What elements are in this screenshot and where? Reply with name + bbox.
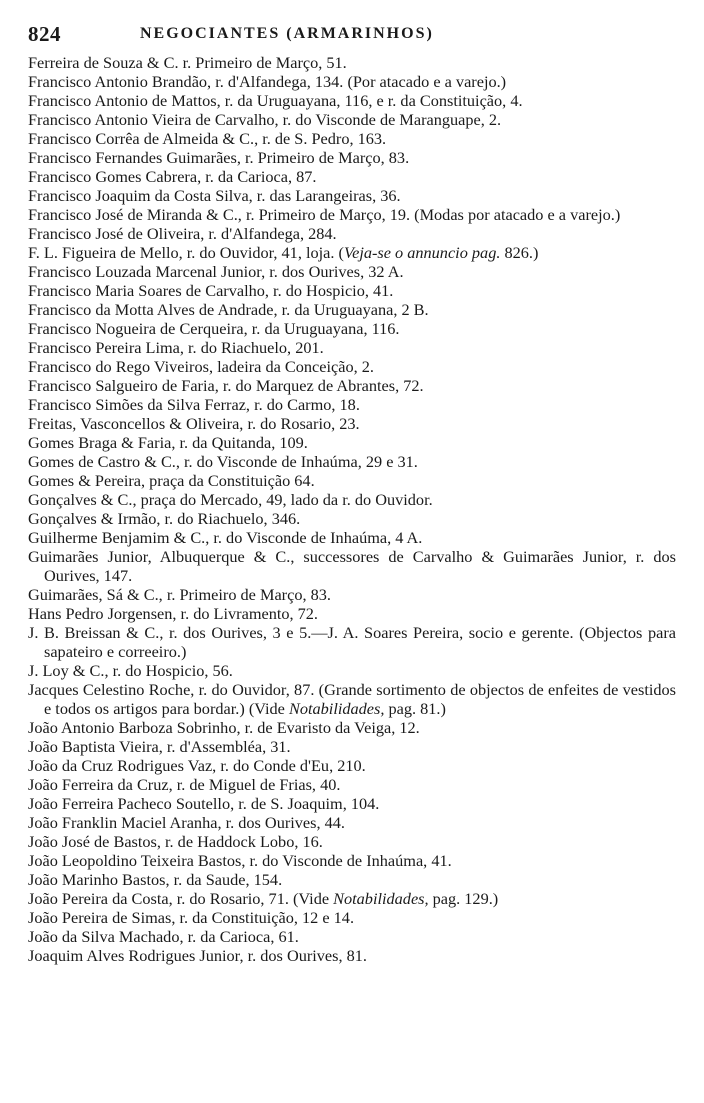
entry-text: Francisco Maria Soares de Carvalho, r. do Hospicio, 41. — [28, 281, 394, 300]
entry-text: Francisco Corrêa de Almeida & C., r. de S. Pedro, 163. — [28, 129, 387, 148]
entry-text: Gonçalves & Irmão, r. do Riachuelo, 346. — [28, 509, 301, 528]
entry-text: Joaquim Alves Rodrigues Junior, r. dos Ourives, 81. — [28, 946, 367, 965]
merchant-entry — [28, 623, 676, 661]
merchant-entry — [28, 585, 676, 604]
merchant-entry — [28, 604, 676, 623]
merchant-entry — [28, 243, 676, 262]
merchant-entry — [28, 832, 676, 851]
entry-text: Guimarães, Sá & C., r. Primeiro de Março, 83. — [28, 585, 331, 604]
entry-text: João da Cruz Rodrigues Vaz, r. do Conde d'Eu, 210. — [28, 756, 366, 775]
merchant-entry — [28, 319, 676, 338]
entry-text: pag. 129.) — [428, 889, 499, 908]
entry-text: Ferreira de Souza & C. r. Primeiro de Março, 51. — [28, 53, 347, 72]
merchant-entry — [28, 471, 676, 490]
entry-text: Guilherme Benjamim & C., r. do Visconde de Inhaúma, 4 A. — [28, 528, 423, 547]
merchant-entry — [28, 946, 676, 965]
entry-text: Francisco Pereira Lima, r. do Riachuelo, 201. — [28, 338, 324, 357]
entry-text: Gomes Braga & Faria, r. da Quitanda, 109. — [28, 433, 308, 452]
merchant-entry — [28, 281, 676, 300]
entry-text: pag. 81.) — [384, 699, 446, 718]
entry-text: João Franklin Maciel Aranha, r. dos Ourives, 44. — [28, 813, 345, 832]
entry-text: Francisco Fernandes Guimarães, r. Primeiro de Março, 83. — [28, 148, 410, 167]
merchant-entry — [28, 395, 676, 414]
merchant-entry — [28, 452, 676, 471]
entry-italic-text: Veja-se o annuncio pag. — [343, 243, 501, 262]
merchant-entry — [28, 300, 676, 319]
entry-text: Francisco José de Miranda & C., r. Primeiro de Março, 19. (Modas por atacado e a varejo.) — [28, 205, 621, 224]
merchant-entry — [28, 224, 676, 243]
merchant-entry — [28, 148, 676, 167]
merchant-entry — [28, 737, 676, 756]
merchant-entry — [28, 414, 676, 433]
merchant-entry — [28, 756, 676, 775]
entry-text: Jacques Celestino Roche, r. do Ouvidor, 87. (Grande sortimento de objectos de enfeites de vestidos e todos os artigos para bordar.) (Vide — [28, 680, 676, 718]
entry-text: Francisco Simões da Silva Ferraz, r. do Carmo, 18. — [28, 395, 360, 414]
entry-text: 826.) — [500, 243, 539, 262]
merchant-entry — [28, 72, 676, 91]
merchant-entry — [28, 851, 676, 870]
entry-text: Francisco Antonio Brandão, r. d'Alfandega, 134. (Por atacado e a varejo.) — [28, 72, 507, 91]
entry-text: Francisco José de Oliveira, r. d'Alfandega, 284. — [28, 224, 337, 243]
merchant-entry — [28, 262, 676, 281]
merchant-entry — [28, 528, 676, 547]
entry-text: Gomes de Castro & C., r. do Visconde de Inhaúma, 29 e 31. — [28, 452, 418, 471]
merchant-entry — [28, 794, 676, 813]
merchant-entry — [28, 547, 676, 585]
entry-text: João Leopoldino Teixeira Bastos, r. do Visconde de Inhaúma, 41. — [28, 851, 452, 870]
entry-text: João Marinho Bastos, r. da Saude, 154. — [28, 870, 283, 889]
merchant-entry — [28, 509, 676, 528]
merchant-entry — [28, 718, 676, 737]
page-number: 824 — [28, 22, 61, 46]
entry-text: Francisco Salgueiro de Faria, r. do Marquez de Abrantes, 72. — [28, 376, 424, 395]
entry-text: Francisco Antonio Vieira de Carvalho, r. do Visconde de Maranguape, 2. — [28, 110, 502, 129]
entry-text: Francisco Louzada Marcenal Junior, r. dos Ourives, 32 A. — [28, 262, 404, 281]
entry-text: Francisco do Rego Viveiros, ladeira da Conceição, 2. — [28, 357, 374, 376]
entry-text: João Baptista Vieira, r. d'Assembléa, 31. — [28, 737, 291, 756]
merchant-entry — [28, 870, 676, 889]
entry-text: Francisco Nogueira de Cerqueira, r. da Uruguayana, 116. — [28, 319, 400, 338]
entry-text: J. B. Breissan & C., r. dos Ourives, 3 e 5.—J. A. Soares Pereira, socio e gerente. (Objectos para sapateiro e correeiro.) — [28, 623, 676, 661]
entry-italic-text: Notabilidades, — [333, 889, 429, 908]
entry-text: Francisco Joaquim da Costa Silva, r. das Larangeiras, 36. — [28, 186, 401, 205]
page-header — [28, 22, 678, 52]
merchant-entry — [28, 205, 676, 224]
entry-text: João Antonio Barboza Sobrinho, r. de Evaristo da Veiga, 12. — [28, 718, 420, 737]
entry-italic-text: Notabilidades, — [288, 699, 385, 718]
merchant-entry — [28, 167, 676, 186]
entry-text: João da Silva Machado, r. da Carioca, 61. — [28, 927, 299, 946]
entry-text: João Pereira da Costa, r. do Rosario, 71. (Vide — [28, 889, 334, 908]
merchant-entry — [28, 908, 676, 927]
merchant-entry — [28, 186, 676, 205]
entry-text: João Pereira de Simas, r. da Constituição, 12 e 14. — [28, 908, 355, 927]
entry-text: Francisco Gomes Cabrera, r. da Carioca, 87. — [28, 167, 317, 186]
merchant-entry — [28, 357, 676, 376]
merchant-entry — [28, 889, 676, 908]
entry-text: Guimarães Junior, Albuquerque & C., successores de Carvalho & Guimarães Junior, r. dos Ourives, 147. — [28, 547, 676, 585]
merchant-entry — [28, 490, 676, 509]
merchant-entry — [28, 110, 676, 129]
merchant-entry — [28, 53, 676, 72]
entry-text: Francisco Antonio de Mattos, r. da Uruguayana, 116, e r. da Constituição, 4. — [28, 91, 523, 110]
entry-text: J. Loy & C., r. do Hospicio, 56. — [28, 661, 233, 680]
merchant-entry — [28, 680, 676, 718]
merchant-entry — [28, 91, 676, 110]
entry-text: Gomes & Pereira, praça da Constituição 64. — [28, 471, 315, 490]
entry-text: João Ferreira da Cruz, r. de Miguel de Frias, 40. — [28, 775, 341, 794]
entry-text: Hans Pedro Jorgensen, r. do Livramento, 72. — [28, 604, 319, 623]
entry-text: Francisco da Motta Alves de Andrade, r. da Uruguayana, 2 B. — [28, 300, 429, 319]
entry-text: F. L. Figueira de Mello, r. do Ouvidor, 41, loja. ( — [28, 243, 344, 262]
merchant-entry — [28, 775, 676, 794]
running-head: NEGOCIANTES (ARMARINHOS) — [140, 25, 434, 42]
merchant-entry — [28, 129, 676, 148]
merchant-entry — [28, 433, 676, 452]
merchant-entry — [28, 813, 676, 832]
entry-text: João Ferreira Pacheco Soutello, r. de S. Joaquim, 104. — [28, 794, 380, 813]
merchant-entry — [28, 661, 676, 680]
entry-text: João José de Bastos, r. de Haddock Lobo, 16. — [28, 832, 323, 851]
merchant-list — [28, 53, 676, 965]
entry-text: Gonçalves & C., praça do Mercado, 49, lado da r. do Ouvidor. — [28, 490, 433, 509]
merchant-entry — [28, 376, 676, 395]
merchant-entry — [28, 927, 676, 946]
merchant-entry — [28, 338, 676, 357]
entry-text: Freitas, Vasconcellos & Oliveira, r. do Rosario, 23. — [28, 414, 360, 433]
